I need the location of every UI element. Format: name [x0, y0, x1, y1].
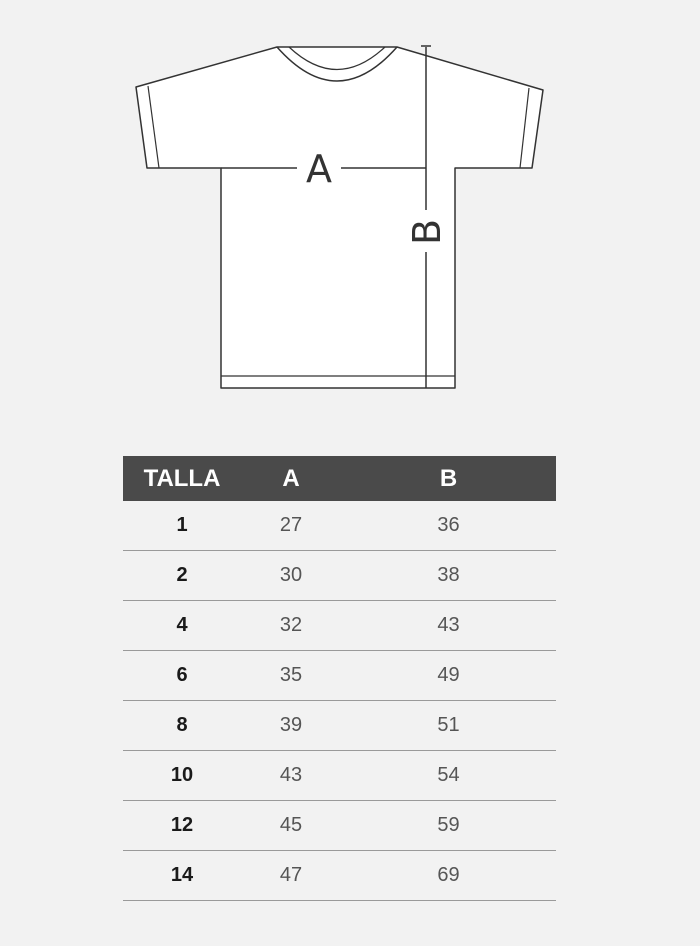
size-table	[123, 456, 556, 901]
cell-b: 49	[341, 651, 556, 701]
tshirt-diagram	[0, 0, 700, 420]
cell-a: 27	[241, 501, 341, 551]
cell-talla: 12	[123, 801, 241, 851]
cell-b: 54	[341, 751, 556, 801]
cell-b: 43	[341, 601, 556, 651]
cell-b: 38	[341, 551, 556, 601]
table-header-row	[123, 456, 556, 501]
cell-b: 69	[341, 851, 556, 901]
cell-a: 30	[241, 551, 341, 601]
table-row	[123, 851, 556, 901]
dimension-a-label: A	[306, 147, 332, 191]
table-row	[123, 701, 556, 751]
table-row	[123, 751, 556, 801]
cell-a: 43	[241, 751, 341, 801]
cell-a: 35	[241, 651, 341, 701]
table-row	[123, 551, 556, 601]
cell-a: 45	[241, 801, 341, 851]
cell-b: 36	[341, 501, 556, 551]
header-talla: TALLA	[123, 456, 241, 501]
cell-talla: 6	[123, 651, 241, 701]
cell-a: 47	[241, 851, 341, 901]
cell-talla: 1	[123, 501, 241, 551]
cell-talla: 8	[123, 701, 241, 751]
cell-talla: 2	[123, 551, 241, 601]
cell-a: 32	[241, 601, 341, 651]
cell-b: 51	[341, 701, 556, 751]
table-row	[123, 801, 556, 851]
header-a: A	[241, 456, 341, 501]
table-row	[123, 651, 556, 701]
cell-talla: 14	[123, 851, 241, 901]
header-b: B	[341, 456, 556, 501]
cell-talla: 10	[123, 751, 241, 801]
cell-a: 39	[241, 701, 341, 751]
dimension-b-label: B	[405, 218, 449, 246]
cell-talla: 4	[123, 601, 241, 651]
tshirt-outline	[136, 47, 543, 388]
cell-b: 59	[341, 801, 556, 851]
table-row	[123, 501, 556, 551]
table-row	[123, 601, 556, 651]
